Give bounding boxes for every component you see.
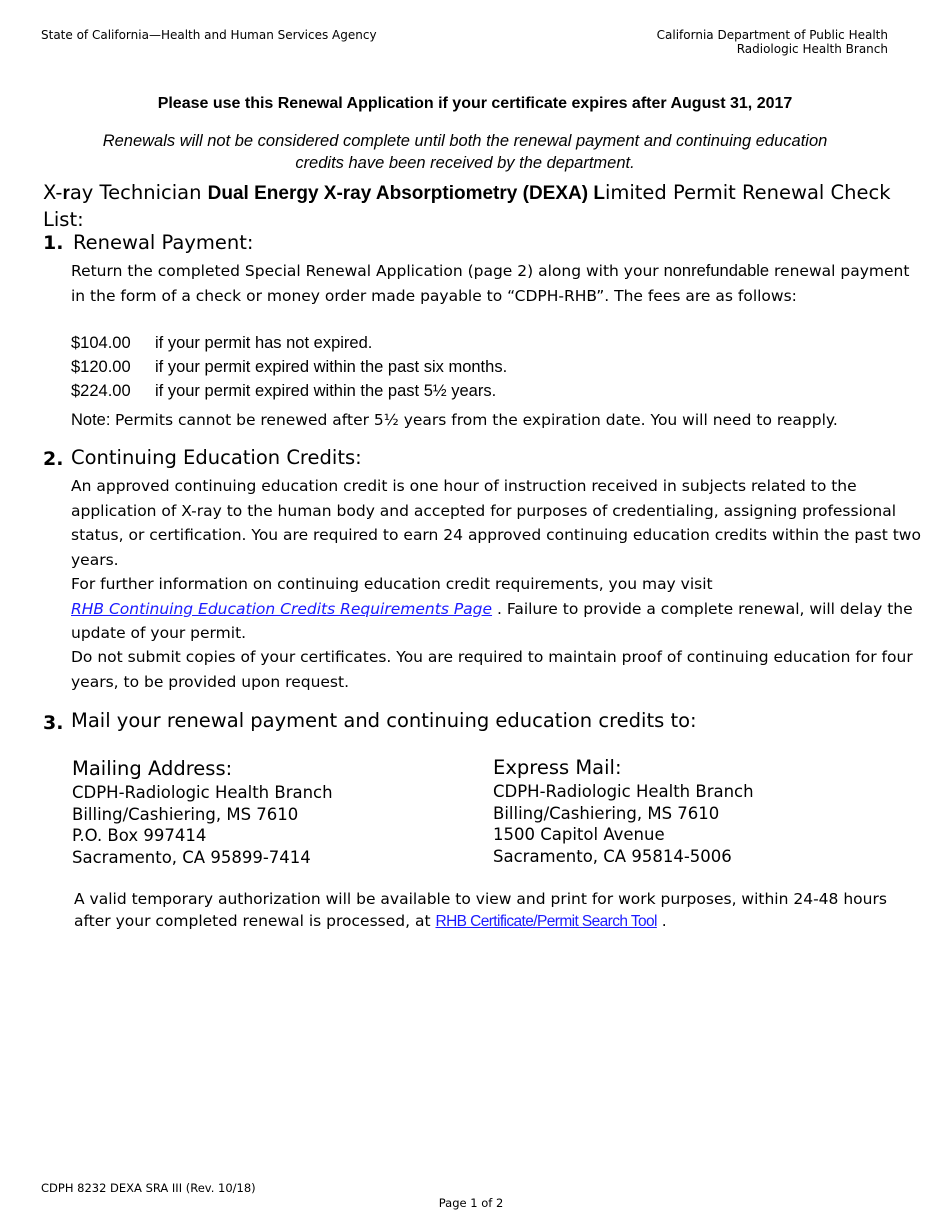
section3-heading: Mail your renewal payment and continuing education credits to:	[71, 709, 697, 732]
address-line: Billing/Cashiering, MS 7610	[493, 803, 720, 823]
title-part1: X-	[43, 181, 63, 204]
title-part5: imited Permit Renewal Check List:	[43, 181, 891, 231]
title-part3: ay Technician	[69, 181, 208, 204]
header-department	[657, 28, 888, 56]
note-text: Permits cannot be renewed after 5½ years from the expiration date. You will need to reapply.	[115, 411, 838, 429]
mailing-address	[72, 756, 333, 868]
ce-requirements-link[interactable]: RHB Continuing Education Credits Requirements Page	[71, 599, 493, 618]
section2-heading: Continuing Education Credits:	[71, 446, 362, 469]
fee-amount: $224.00	[71, 382, 131, 400]
completion-notice: Renewals will not be considered complete until both the renewal payment and continuing education credits have been received by the department.	[102, 132, 828, 172]
temp-auth-text: A valid temporary authorization will be available to view and print for work purposes, within 24-48 hours after your completed renewal is processed, at	[74, 890, 887, 930]
temp-auth-end: .	[656, 912, 667, 930]
section2-para2	[71, 572, 921, 646]
express-mail-title: Express Mail:	[493, 756, 622, 779]
title-part2: r	[62, 183, 70, 204]
address-line: P.O. Box 997414	[72, 826, 207, 845]
address-line: CDPH-Radiologic Health Branch	[493, 782, 754, 801]
fee-list	[71, 334, 921, 406]
section1-intro	[71, 259, 921, 308]
section2-number: 2.	[43, 448, 64, 470]
form-id: CDPH 8232 DEXA SRA III (Rev. 10/18)	[41, 1181, 256, 1195]
renewal-notice: Please use this Renewal Application if your certificate expires after August 31, 2017	[157, 95, 793, 112]
fee-row	[71, 382, 921, 406]
fee-description: if your permit expired within the past 5½ years.	[155, 382, 497, 400]
note-label: Note:	[71, 411, 116, 429]
temporary-authorization-text	[74, 888, 894, 933]
section1-intro-part2: renewal payment in the form of a check or money order made payable to “CDPH-RHB”. The fees are as follows:	[71, 262, 910, 305]
section3-number: 3.	[43, 712, 64, 734]
address-line: 1500 Capitol Avenue	[493, 825, 665, 844]
section1-number: 1.	[43, 232, 64, 254]
page-title	[43, 180, 923, 233]
section2-para1: An approved continuing education credit is one hour of instruction received in subjects related to the application of X-ray to the human body and accepted for purposes of credentialing, assigning professional status, or certification. You are required to earn 24 approved continuing education credits within the past two years.	[71, 477, 921, 569]
renewal-note	[71, 408, 921, 433]
fee-amount: $104.00	[71, 334, 131, 352]
address-line: Sacramento, CA 95899-7414	[72, 847, 311, 867]
header-agency: State of California—Health and Human Services Agency	[41, 28, 377, 42]
title-part4: Dual Energy X-ray Absorptiometry (DEXA) L	[207, 183, 605, 204]
permit-search-tool-link[interactable]: RHB Certificate/Permit Search Tool	[435, 913, 657, 930]
address-line: CDPH-Radiologic Health Branch	[72, 783, 333, 802]
section1-heading: Renewal Payment:	[73, 231, 254, 254]
fee-description: if your permit has not expired.	[155, 334, 373, 352]
section2-para2-after: . Failure to provide a complete renewal, will delay the update of your permit.	[71, 599, 913, 642]
fee-row	[71, 334, 921, 358]
page-number: Page 1 of 2	[438, 1196, 504, 1210]
fee-description: if your permit expired within the past six months.	[155, 358, 508, 376]
section2-para3: Do not submit copies of your certificates. You are required to maintain proof of continuing education for four years, to be provided upon request.	[71, 648, 913, 691]
section2-para2-intro: For further information on continuing education credit requirements, you may visit	[71, 575, 713, 593]
fee-amount: $120.00	[71, 358, 131, 376]
header-department-line2: Radiologic Health Branch	[736, 42, 888, 56]
mailing-address-title: Mailing Address:	[72, 757, 233, 780]
section1-intro-part1: Return the completed Special Renewal Application (page 2) along with your	[71, 262, 664, 280]
express-mail-address	[493, 755, 754, 867]
address-line: Sacramento, CA 95814-5006	[493, 846, 732, 866]
nonrefundable-text: nonrefundable	[663, 262, 770, 280]
address-line: Billing/Cashiering, MS 7610	[72, 804, 299, 824]
header-department-line1: California Department of Public Health	[656, 28, 888, 42]
fee-row	[71, 358, 921, 382]
